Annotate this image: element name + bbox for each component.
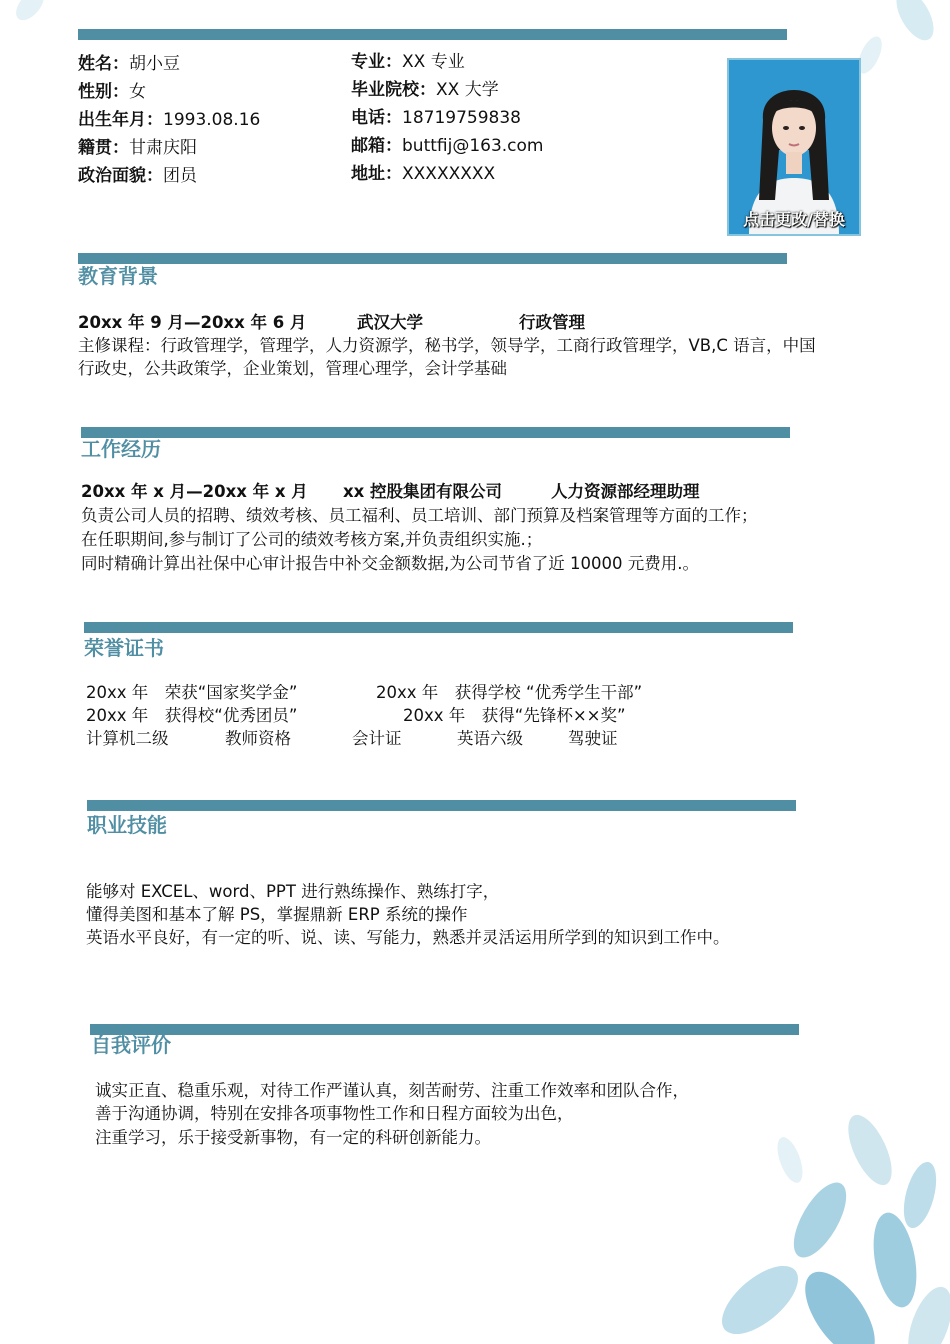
work-company: xx 控股集团有限公司 — [343, 482, 503, 501]
info-label: 政治面貌 — [78, 166, 146, 186]
self-eval-line: 善于沟通协调，特别在安排各项事物性工作和日程方面较为出色， — [95, 1104, 574, 1123]
honor-item: 20xx 年 获得学校 “优秀学生干部” — [376, 683, 643, 702]
info-native-place: 籍贯：甘肃庆阳 — [78, 138, 197, 158]
self-eval-divider — [90, 1024, 799, 1035]
info-value: buttfij@163.com — [402, 136, 544, 156]
info-label: 姓名 — [78, 54, 112, 74]
info-label: 毕业院校 — [351, 80, 419, 100]
skills-divider — [87, 800, 796, 811]
education-courses-line1: 主修课程：行政管理学，管理学，人力资源学，秘书学，领导学，工商行政管理学，VB,C 语言，中国 — [78, 336, 816, 355]
info-label: 地址 — [351, 164, 385, 184]
info-label: 出生年月 — [78, 110, 146, 130]
info-value: XXXXXXXX — [402, 164, 496, 184]
info-value: 团员 — [163, 166, 197, 186]
profile-photo[interactable] — [727, 58, 861, 236]
skill-line: 懂得美图和基本了解 PS，掌握鼎新 ERP 系统的操作 — [86, 905, 468, 924]
info-school: 毕业院校：XX 大学 — [351, 80, 499, 100]
leaf-decoration-bottom-right-icon — [690, 1100, 950, 1344]
work-divider — [81, 427, 790, 438]
education-courses-line2: 行政史，公共政策学，企业策划，管理心理学，会计学基础 — [78, 359, 507, 378]
skill-line: 英语水平良好，有一定的听、说、读、写能力，熟悉并灵活运用所学到的知识到工作中。 — [86, 928, 730, 947]
info-label: 邮箱 — [351, 136, 385, 156]
education-period: 20xx 年 9 月—20xx 年 6 月 — [78, 313, 307, 332]
work-duty-line2: 在任职期间,参与制订了公司的绩效考核方案,并负责组织实施.； — [81, 530, 543, 549]
info-political-status: 政治面貌：团员 — [78, 166, 197, 186]
info-gender: 性别：女 — [78, 82, 146, 102]
leaf-decoration-top-left-icon — [0, 0, 80, 40]
honor-item: 20xx 年 荣获“国家奖学金” — [86, 683, 298, 702]
info-label: 籍贯 — [78, 138, 112, 158]
self-eval-title: 自我评价 — [91, 1033, 171, 1057]
cert-item: 英语六级 — [457, 729, 523, 748]
education-school: 武汉大学 — [357, 313, 423, 332]
self-eval-line: 注重学习，乐于接受新事物，有一定的科研创新能力。 — [95, 1128, 491, 1147]
info-birth: 出生年月：1993.08.16 — [78, 110, 261, 130]
skill-line: 能够对 EXCEL、word、PPT 进行熟练操作、熟练打字， — [86, 882, 500, 901]
info-email: 邮箱：buttfij@163.com — [351, 136, 544, 156]
info-value: 甘肃庆阳 — [129, 138, 197, 158]
honor-item: 20xx 年 获得校“优秀团员” — [86, 706, 298, 725]
info-address: 地址：XXXXXXXX — [351, 164, 496, 184]
work-title: 工作经历 — [81, 437, 161, 461]
cert-item: 驾驶证 — [568, 729, 618, 748]
info-value: XX 专业 — [402, 52, 465, 72]
header-divider — [78, 29, 787, 40]
info-label: 专业 — [351, 52, 385, 72]
work-duty-line1: 负责公司人员的招聘、绩效考核、员工福利、员工培训、部门预算及档案管理等方面的工作； — [81, 506, 758, 525]
photo-change-caption[interactable]: 点击更改/替换 — [743, 210, 845, 229]
info-value: 1993.08.16 — [163, 110, 261, 130]
work-position: 人力资源部经理助理 — [551, 482, 700, 501]
info-value: 18719759838 — [402, 108, 521, 128]
honor-item: 20xx 年 获得“先锋杯××奖” — [403, 706, 626, 725]
skills-title: 职业技能 — [87, 813, 167, 837]
info-name: 姓名：胡小豆 — [78, 54, 180, 74]
info-value: 女 — [129, 82, 146, 102]
education-major: 行政管理 — [519, 313, 585, 332]
info-label: 性别 — [78, 82, 112, 102]
education-title: 教育背景 — [78, 264, 158, 288]
education-divider — [78, 253, 787, 264]
info-value: 胡小豆 — [129, 54, 180, 74]
cert-item: 计算机二级 — [86, 729, 169, 748]
info-value: XX 大学 — [436, 80, 499, 100]
honors-divider — [84, 622, 793, 633]
info-label: 电话 — [351, 108, 385, 128]
self-eval-line: 诚实正直、稳重乐观，对待工作严谨认真，刻苦耐劳、注重工作效率和团队合作， — [95, 1081, 689, 1100]
cert-item: 会计证 — [352, 729, 402, 748]
honors-title: 荣誉证书 — [84, 636, 164, 660]
cert-item: 教师资格 — [225, 729, 291, 748]
info-phone: 电话：18719759838 — [351, 108, 521, 128]
info-major: 专业：XX 专业 — [351, 52, 465, 72]
work-period: 20xx 年 x 月—20xx 年 x 月 — [81, 482, 308, 501]
work-duty-line3: 同时精确计算出社保中心审计报告中补交金额数据,为公司节省了近 10000 元费用.。 — [81, 554, 699, 573]
